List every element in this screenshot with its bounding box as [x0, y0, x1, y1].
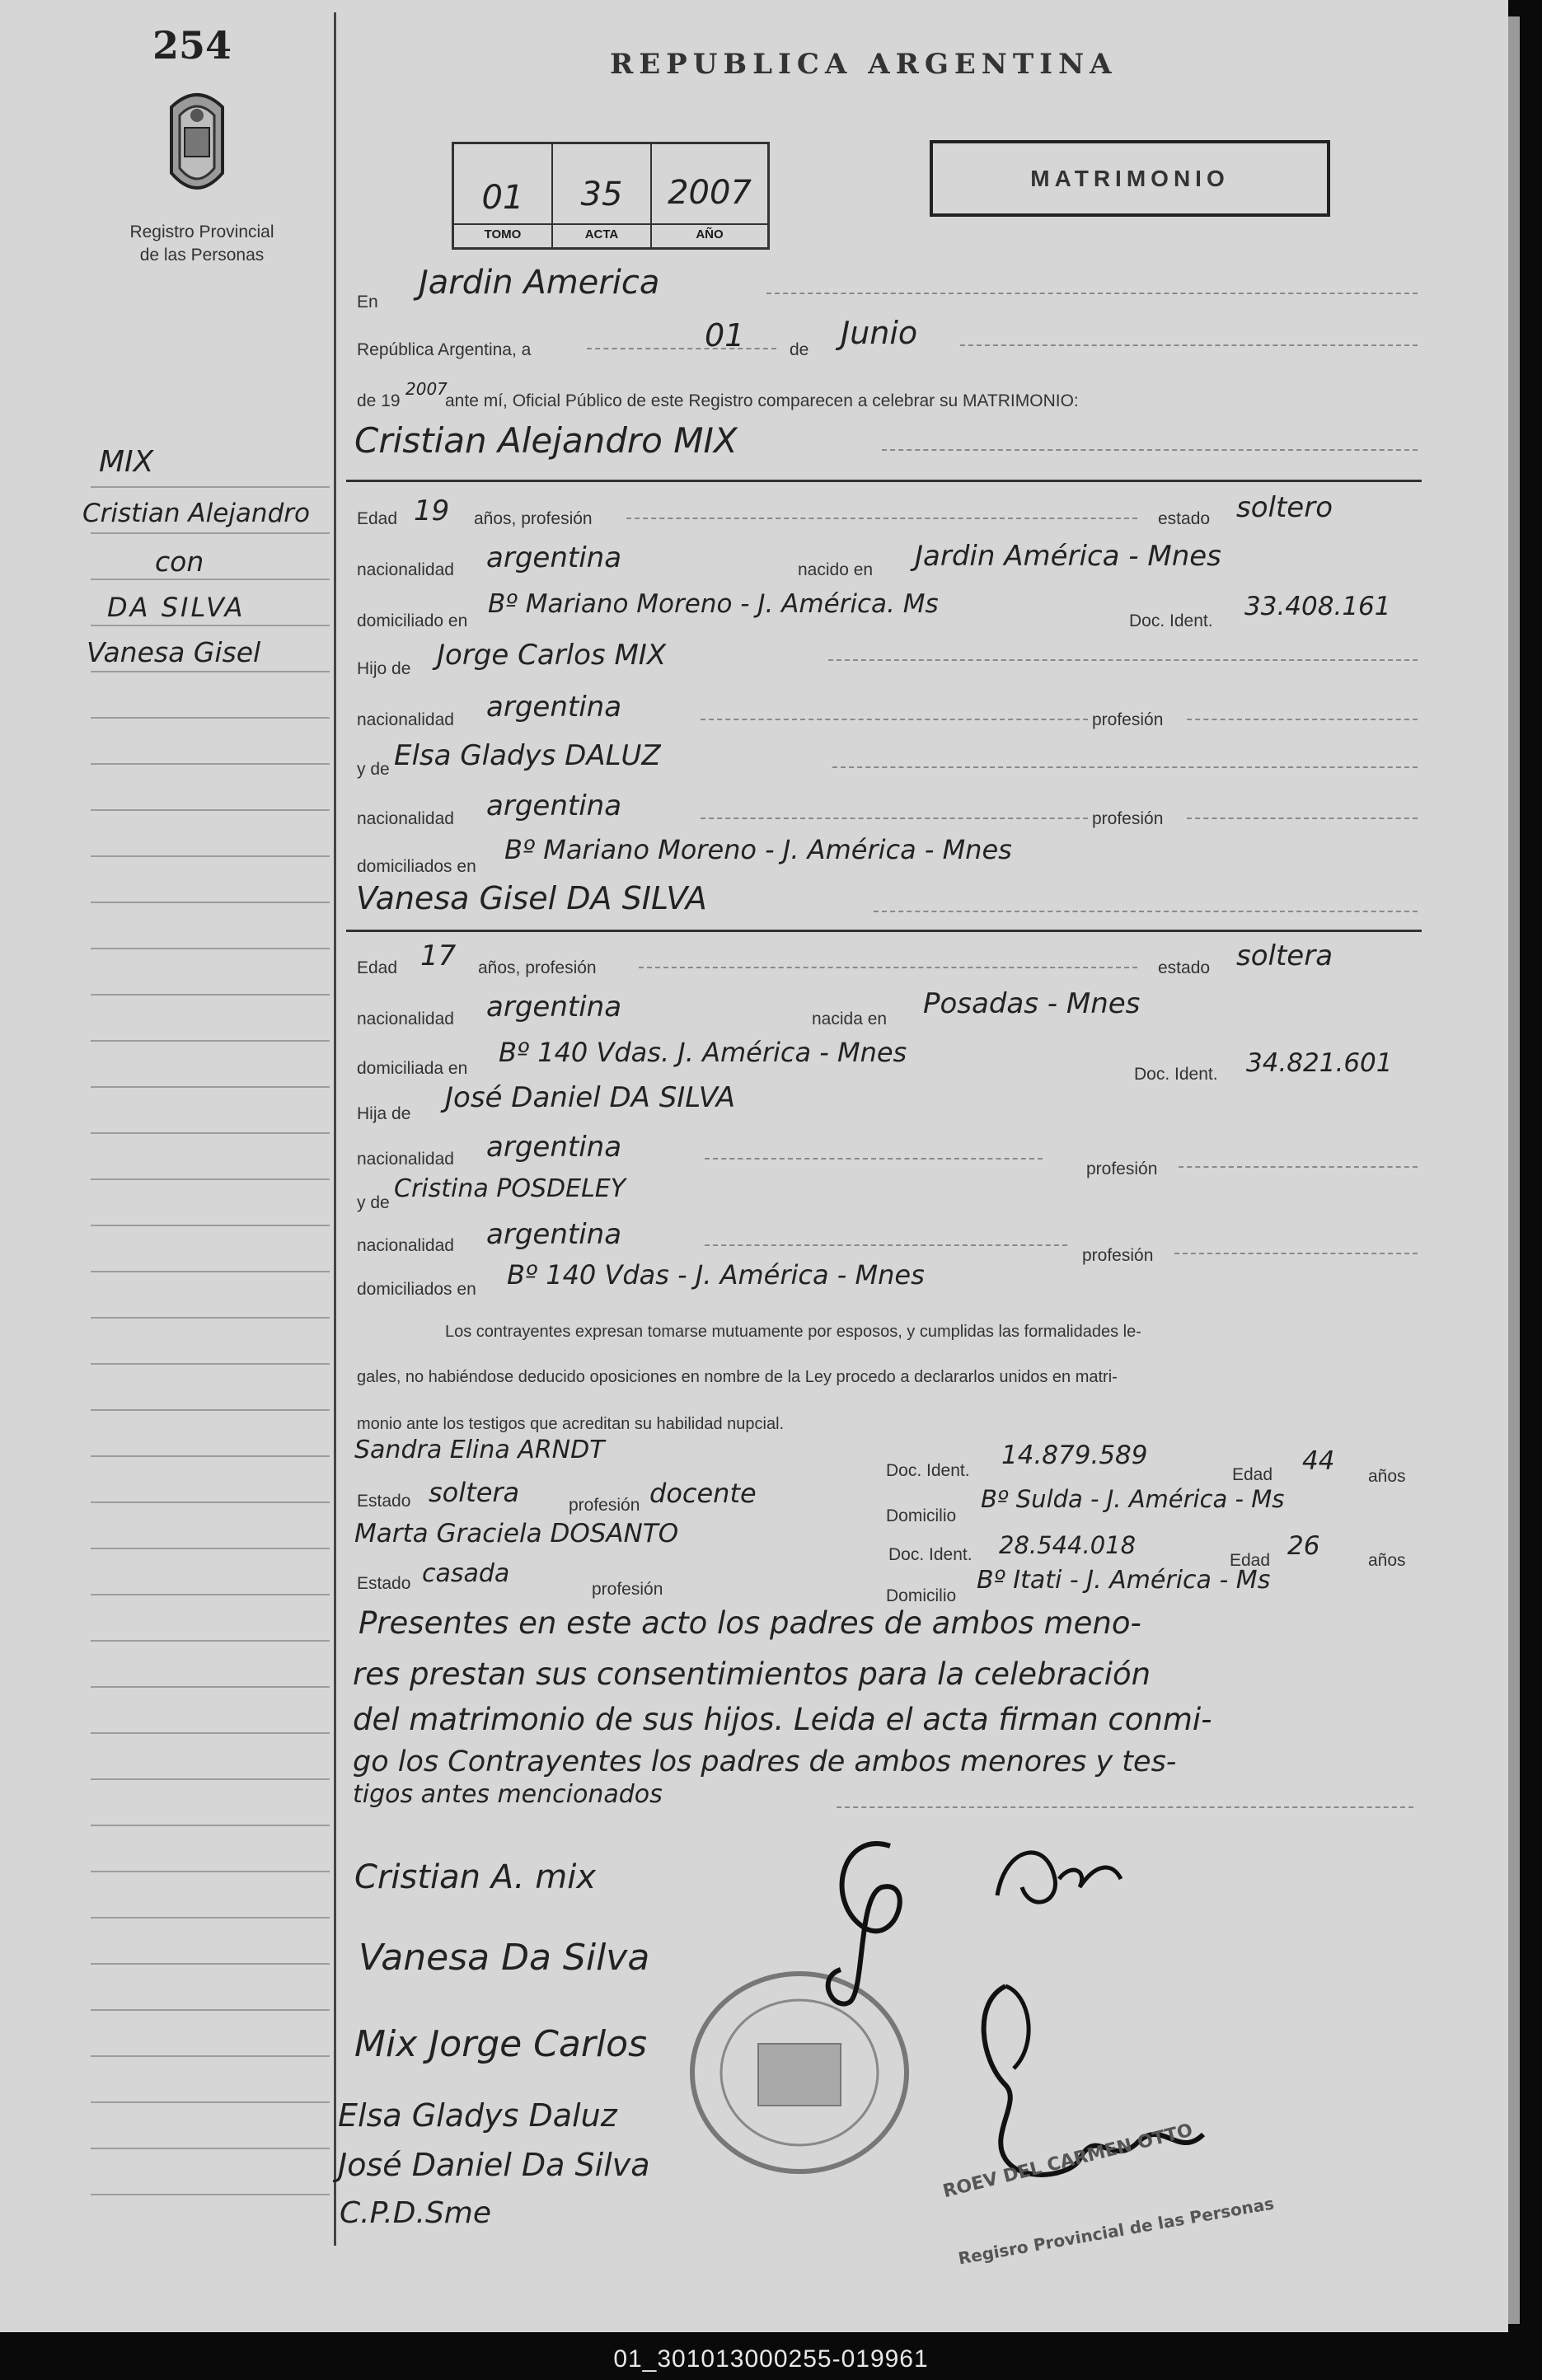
witness2-domicilio-value: Bº Itati - J. América - Ms	[977, 1566, 1271, 1595]
image-filename: 01_301013000255-019961	[613, 2345, 929, 2373]
margin-rule-line	[91, 809, 330, 811]
witness2-estado-label: Estado	[357, 1574, 411, 1593]
bride-nacida-label: nacida en	[812, 1010, 888, 1028]
en-label: En	[357, 293, 378, 312]
ano-value: 2007	[668, 174, 752, 212]
margin-rule-line	[91, 2148, 330, 2149]
bride-nacionalidad-value: argentina	[486, 991, 622, 1024]
groom-nacionalidad-label: nacionalidad	[357, 560, 454, 579]
margin-rule-line	[91, 1640, 330, 1642]
notes-line4: go los Contrayentes los padres de ambos menores y tes-	[353, 1745, 1177, 1778]
groom-father-nac-label: nacionalidad	[357, 710, 454, 729]
margin-rule-line	[91, 579, 330, 580]
groom-parents-dom-value: Bº Mariano Moreno - J. América - Mnes	[504, 834, 1012, 865]
groom-doc-value: 33.408.161	[1244, 592, 1391, 621]
margin-rule-line	[91, 532, 330, 534]
ano-label: AÑO	[652, 223, 767, 241]
month-value: Junio	[841, 315, 918, 351]
margin-rule-line	[91, 1317, 330, 1319]
groom-mother-nac-label: nacionalidad	[357, 809, 454, 828]
notes-line3: del matrimonio de sus hijos. Leida el acta firman conmi-	[353, 1702, 1212, 1737]
witness1-estado-value: soltera	[429, 1477, 520, 1508]
margin-rule-line	[91, 671, 330, 672]
witness1-name: Sandra Elina ARNDT	[354, 1436, 605, 1464]
margin-rule-line	[91, 2101, 330, 2103]
margin-rule-line	[91, 1455, 330, 1457]
bride-doc-label: Doc. Ident.	[1134, 1065, 1218, 1084]
margin-rule-line	[91, 625, 330, 626]
margin-rule-line	[91, 1409, 330, 1411]
officer-stamp-name: ROEV DEL CARMEN OTTO	[940, 2120, 1195, 2203]
margin-rule-line	[91, 1825, 330, 1826]
witness2-doc-label: Doc. Ident.	[888, 1545, 973, 1564]
margin-rule-line	[91, 1271, 330, 1272]
groom-domicilio-value: Bº Mariano Moreno - J. América. Ms	[488, 589, 939, 619]
bride-domicilio-value: Bº 140 Vdas. J. América - Mnes	[499, 1037, 907, 1068]
bride-mother-prof-label: profesión	[1082, 1246, 1154, 1265]
witness2-domicilio-label: Domicilio	[886, 1586, 957, 1605]
signature-bride: Vanesa Da Silva	[359, 1937, 650, 1979]
groom-doc-label: Doc. Ident.	[1129, 611, 1213, 630]
republica-label: República Argentina, a	[357, 340, 532, 359]
witness1-profesion-value: docente	[649, 1478, 757, 1509]
year-de-label: de 19	[357, 391, 401, 410]
signature-witness2-scribble	[989, 1830, 1129, 1928]
margin-rule-line	[91, 1963, 330, 1965]
signature-groom: Cristian A. mix	[354, 1858, 596, 1896]
margin-rule-line	[91, 1225, 330, 1226]
groom-father-value: Jorge Carlos MIX	[437, 639, 667, 672]
groom-name: Cristian Alejandro MIX	[354, 420, 738, 461]
bride-mother-label: y de	[357, 1193, 390, 1212]
margin-rule-line	[91, 948, 330, 949]
margin-rule-line	[91, 1086, 330, 1088]
groom-father-label: Hijo de	[357, 659, 411, 678]
witness2-edad-label: Edad	[1230, 1551, 1271, 1570]
signature-witness1-scribble	[791, 1830, 940, 2019]
margin-rule-line	[91, 1363, 330, 1365]
witness1-anos-label: años	[1368, 1467, 1406, 1486]
signature-groom-father: Mix Jorge Carlos	[354, 2023, 648, 2065]
page-number: 254	[152, 23, 232, 68]
month-de-label: de	[790, 340, 809, 359]
declaration-line3: monio ante los testigos que acreditan su habilidad nupcial.	[357, 1415, 785, 1433]
notes-line1: Presentes en este acto los padres de ambos meno-	[359, 1605, 1141, 1641]
margin-note-con: con	[155, 546, 204, 578]
witness2-doc-value: 28.544.018	[999, 1531, 1137, 1559]
margin-rule-line	[91, 1594, 330, 1595]
signature-bride-father: José Daniel Da Silva	[338, 2147, 650, 2183]
document-type: MATRIMONIO	[1030, 165, 1230, 191]
bride-estado-value: soltera	[1236, 939, 1333, 972]
witness1-edad-label: Edad	[1232, 1465, 1273, 1484]
margin-rule-line	[91, 2009, 330, 2011]
bride-edad-label: Edad	[357, 958, 398, 977]
bride-profesion-label: años, profesión	[478, 958, 597, 977]
document-type-box	[930, 140, 1330, 217]
groom-edad-value: 19	[414, 494, 450, 527]
registry-name-line2: de las Personas	[139, 246, 265, 265]
notes-line2: res prestan sus consentimientos para la celebración	[353, 1656, 1151, 1692]
notes-line5: tigos antes mencionados	[353, 1780, 663, 1809]
margin-rule-line	[91, 1871, 330, 1872]
bride-parents-dom-label: domiciliados en	[357, 1280, 476, 1299]
groom-mother-label: y de	[357, 760, 390, 779]
groom-nacionalidad-value: argentina	[486, 541, 622, 574]
margin-rule-line	[91, 1040, 330, 1042]
margin-rule-line	[91, 763, 330, 765]
bride-mother-value: Cristina POSDELEY	[394, 1174, 626, 1203]
day-value: 01	[705, 317, 745, 354]
witness1-domicilio-value: Bº Sulda - J. América - Ms	[981, 1485, 1285, 1513]
witness1-doc-label: Doc. Ident.	[886, 1461, 970, 1480]
margin-rule-line	[91, 1917, 330, 1919]
declaration-line2: gales, no habiéndose deducido oposiciones en nombre de la Ley procedo a declararlos unidos en matri-	[357, 1368, 1118, 1386]
groom-edad-label: Edad	[357, 509, 398, 528]
margin-note-firstname2: Vanesa Gisel	[87, 636, 261, 668]
bride-father-label: Hija de	[357, 1104, 411, 1123]
witness2-edad-value: 26	[1287, 1531, 1320, 1561]
margin-rule-line	[91, 1548, 330, 1549]
registry-name-line1: Registro Provincial	[129, 223, 274, 241]
margin-note-surname: MIX	[99, 445, 154, 479]
groom-mother-prof-label: profesión	[1092, 809, 1164, 828]
bride-father-nac-value: argentina	[486, 1131, 622, 1164]
bride-father-value: José Daniel DA SILVA	[445, 1081, 735, 1114]
bride-father-prof-label: profesión	[1086, 1160, 1158, 1178]
witness1-domicilio-label: Domicilio	[886, 1506, 957, 1525]
groom-father-nac-value: argentina	[486, 691, 622, 724]
groom-mother-nac-value: argentina	[486, 789, 622, 822]
witness2-anos-label: años	[1368, 1551, 1406, 1570]
bride-estado-label: estado	[1158, 958, 1211, 977]
witness1-doc-value: 14.879.589	[1001, 1441, 1148, 1470]
margin-rule-line	[91, 1778, 330, 1780]
signature-bride-mother: C.P.D.Sme	[340, 2196, 492, 2230]
margin-rule-line	[91, 1178, 330, 1180]
margin-rule-line	[91, 1502, 330, 1503]
witness1-estado-label: Estado	[357, 1492, 411, 1511]
groom-father-prof-label: profesión	[1092, 710, 1164, 729]
bride-parents-dom-value: Bº 140 Vdas - J. América - Mnes	[507, 1259, 925, 1291]
tomo-label: TOMO	[454, 223, 551, 241]
bride-edad-value: 17	[420, 939, 457, 972]
officer-stamp-registry: Regisro Provincial de las Personas	[956, 2193, 1276, 2269]
groom-mother-value: Elsa Gladys DALUZ	[394, 739, 661, 772]
margin-rule-line	[91, 717, 330, 719]
acta-value: 35	[580, 176, 623, 213]
margin-rule-line	[91, 2194, 330, 2195]
bride-nacida-value: Posadas - Mnes	[923, 987, 1141, 1020]
margin-rule-line	[91, 902, 330, 903]
registry-seal-icon	[163, 82, 231, 204]
year-value: 2007	[405, 379, 448, 399]
declaration-line1: Los contrayentes expresan tomarse mutuamente por esposos, y cumplidas las formalidades le-	[445, 1323, 1141, 1341]
margin-note-surname2: DA SILVA	[107, 592, 246, 623]
witness2-profesion-label: profesión	[592, 1580, 663, 1599]
signature-groom-mother: Elsa Gladys Daluz	[338, 2097, 617, 2134]
tomo-value: 01	[481, 179, 524, 217]
margin-rule-line	[91, 1732, 330, 1734]
groom-domicilio-label: domiciliado en	[357, 611, 468, 630]
bride-father-nac-label: nacionalidad	[357, 1150, 454, 1169]
intro-text: ante mí, Oficial Público de este Registro comparecen a celebrar su MATRIMONIO:	[445, 391, 1079, 410]
bride-doc-value: 34.821.601	[1246, 1048, 1393, 1078]
witness1-edad-value: 44	[1302, 1446, 1335, 1476]
margin-rule-line	[91, 486, 330, 488]
margin-note-firstname: Cristian Alejandro	[82, 499, 310, 528]
margin-rule-line	[91, 994, 330, 996]
country-title: REPUBLICA ARGENTINA	[610, 48, 1118, 81]
bride-nacionalidad-label: nacionalidad	[357, 1010, 454, 1028]
margin-divider	[334, 12, 336, 2246]
groom-profesion-label: años, profesión	[474, 509, 593, 528]
bride-name: Vanesa Gisel DA SILVA	[356, 880, 707, 916]
place-value: Jardin America	[419, 264, 660, 302]
margin-rule-line	[91, 1686, 330, 1688]
bride-domicilio-label: domiciliada en	[357, 1059, 468, 1078]
groom-nacido-value: Jardin América - Mnes	[915, 540, 1221, 573]
acta-label: ACTA	[553, 223, 650, 241]
groom-estado-value: soltero	[1236, 491, 1333, 524]
bride-mother-nac-label: nacionalidad	[357, 1236, 454, 1255]
witness1-profesion-label: profesión	[569, 1496, 640, 1515]
margin-rule-line	[91, 855, 330, 857]
groom-nacido-label: nacido en	[798, 560, 874, 579]
bride-mother-nac-value: argentina	[486, 1218, 622, 1251]
witness2-estado-value: casada	[422, 1559, 510, 1588]
groom-parents-dom-label: domiciliados en	[357, 857, 476, 876]
witness2-name: Marta Graciela DOSANTO	[354, 1519, 679, 1548]
reference-box	[452, 142, 770, 250]
margin-rule-line	[91, 2055, 330, 2057]
margin-rule-line	[91, 1132, 330, 1134]
groom-estado-label: estado	[1158, 509, 1211, 528]
